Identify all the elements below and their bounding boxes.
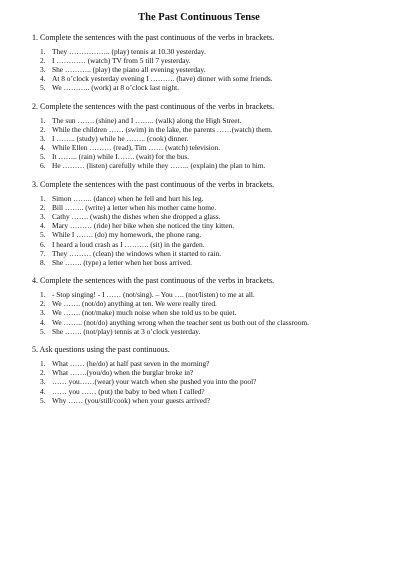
item-number: 1.: [40, 47, 46, 56]
item-text: I heard a loud crash as I ………. (sit) in the garden.: [52, 239, 205, 249]
item-number: 2.: [40, 368, 46, 378]
item-text: Simon …….. (dance) when he fell and hurt his leg.: [52, 194, 204, 204]
item-number: 4.: [40, 221, 46, 231]
item-number: 6.: [40, 161, 46, 171]
item-text: She ……….. (play) the piano all evening yesterday.: [52, 65, 206, 75]
exercise-item: [40, 161, 390, 170]
exercise-item: [40, 318, 390, 327]
item-text: We ……. (not/make) much noise when she told us to be quiet.: [52, 308, 237, 318]
item-number: 6.: [40, 239, 46, 249]
item-number: 4.: [40, 74, 46, 84]
item-number: 1.: [40, 194, 46, 204]
item-number: 3.: [40, 134, 46, 144]
item-number: 1.: [40, 115, 46, 125]
exercise-item: [40, 74, 390, 83]
item-number: 5.: [40, 230, 46, 240]
item-text: …… you …… (put) the baby to bed when I called?: [52, 386, 205, 396]
item-number: 4.: [40, 317, 46, 327]
exercise-instruction: 1. Complete the sentences with the past continuous of the verbs in brackets.: [32, 33, 275, 42]
exercise-item: [40, 65, 390, 74]
page-title: The Past Continuous Tense: [138, 12, 260, 23]
exercise-item: [40, 47, 390, 56]
item-number: 2.: [40, 299, 46, 309]
exercise-item: [40, 134, 390, 143]
item-text: It …….. (rain) while I……. (wait) for the bus.: [52, 152, 190, 162]
item-text: We ……. (not/do) anything at ten. We were really tired.: [52, 299, 217, 309]
exercise-item: [40, 290, 390, 299]
exercise-item: [40, 203, 390, 212]
item-number: 2.: [40, 203, 46, 213]
item-text: They ……… (clean) the windows when it started to rain.: [52, 248, 222, 258]
item-text: What …….(you/do) when the burglar broke in?: [52, 368, 194, 378]
exercise-item: [40, 143, 390, 152]
item-text: Cathy ……. (wash) the dishes when she dropped a glass.: [52, 212, 221, 222]
item-text: …… you……(wear) your watch when she pushed you into the pool?: [52, 377, 257, 387]
exercise-instruction: 3. Complete the sentences with the past continuous of the verbs in brackets.: [32, 180, 275, 190]
exercise-list: [32, 359, 390, 404]
exercise-item: [40, 249, 390, 258]
item-text: While I ……. (do) my homework, the phone rang.: [52, 230, 202, 240]
item-number: 5.: [40, 326, 46, 336]
exercise-item: [40, 56, 390, 65]
item-text: While Ellen ……… (read), Tim …… (watch) television.: [52, 143, 221, 153]
exercise-list: [32, 116, 390, 171]
exercise-item: [40, 152, 390, 161]
exercise-item: [40, 230, 390, 239]
exercise-sections: [32, 33, 390, 405]
item-number: 3.: [40, 377, 46, 387]
item-text: I …….. (study) while he …….. (cook) dinner.: [52, 134, 189, 144]
item-number: 3.: [40, 65, 46, 75]
exercise-instruction: 4. Complete the sentences with the past continuous of the verbs in brackets.: [32, 276, 275, 286]
item-number: 8.: [40, 257, 46, 267]
item-text: Bill …….. (write) a letter when his mother came home.: [52, 203, 217, 213]
item-number: 2.: [40, 56, 46, 66]
exercise-item: [40, 299, 390, 308]
exercise-item: [40, 258, 390, 267]
item-text: She ……. (not/play) tennis at 3 o’clock yesterday.: [52, 326, 201, 336]
exercise-section-5: [32, 345, 390, 404]
exercise-item: [40, 396, 390, 405]
exercise-item: [40, 194, 390, 203]
item-text: - Stop singing! - I …… (not/sing). – You …. (not/listen) to me at all.: [52, 290, 255, 300]
item-text: While the children …… (swim) in the lake, the parents ……(watch) them.: [52, 125, 273, 135]
item-number: 5.: [40, 83, 46, 93]
exercise-item: [40, 387, 390, 396]
item-number: 3.: [40, 212, 46, 222]
exercise-list: [32, 194, 390, 267]
exercise-item: [40, 221, 390, 230]
item-text: We …….. (not/do) anything wrong when the teacher sent us both out of the classroom.: [52, 317, 309, 327]
item-number: 4.: [40, 143, 46, 153]
item-number: 1.: [40, 359, 46, 369]
exercise-item: [40, 212, 390, 221]
item-number: 4.: [40, 386, 46, 396]
item-text: The sun ……. (shine) and I …….. (walk) along the High Street.: [52, 115, 242, 125]
item-number: 7.: [40, 248, 46, 258]
item-text: She ……. (type) a letter when her boss arrived.: [52, 257, 192, 267]
item-number: 5.: [40, 395, 46, 405]
exercise-item: [40, 377, 390, 386]
item-text: We ……….. (work) at 8 o’clock last night.: [52, 83, 180, 93]
item-text: They …………….. (play) tennis at 10.30 yesterday.: [52, 47, 206, 56]
exercise-item: [40, 327, 390, 336]
exercise-item: [40, 308, 390, 317]
exercise-section-1: [32, 33, 390, 92]
item-text: Why …… (you/still/cook) when your guests arrived?: [52, 395, 211, 405]
item-text: I ………… (watch) TV from 5 till 7 yesterday.: [52, 56, 191, 66]
exercise-item: [40, 116, 390, 125]
item-text: Mary ……… (ride) her bike when she noticed the tiny kitten.: [52, 221, 235, 231]
exercise-item: [40, 359, 390, 368]
item-text: At 8 o’clock yesterday evening I ………. (have) dinner with some friends.: [52, 74, 273, 84]
item-number: 3.: [40, 308, 46, 318]
item-text: He ……… (listen) carefully while they …….. (explain) the plan to him.: [52, 161, 266, 171]
exercise-list: [32, 290, 390, 335]
exercise-instruction: 5. Ask questions using the past continuous.: [32, 345, 170, 355]
exercise-item: [40, 125, 390, 134]
exercise-item: [40, 368, 390, 377]
exercise-instruction: 2. Complete the sentences with the past continuous of the verbs in brackets.: [32, 101, 275, 111]
exercise-item: [40, 83, 390, 92]
item-number: 5.: [40, 152, 46, 162]
exercise-section-2: [32, 102, 390, 171]
exercise-section-4: [32, 276, 390, 335]
item-number: 1.: [40, 290, 46, 300]
item-text: What …… (he/do) at half past seven in the morning?: [52, 359, 210, 369]
exercise-item: [40, 240, 390, 249]
item-number: 2.: [40, 125, 46, 135]
exercise-list: [32, 47, 390, 92]
exercise-section-3: [32, 180, 390, 267]
